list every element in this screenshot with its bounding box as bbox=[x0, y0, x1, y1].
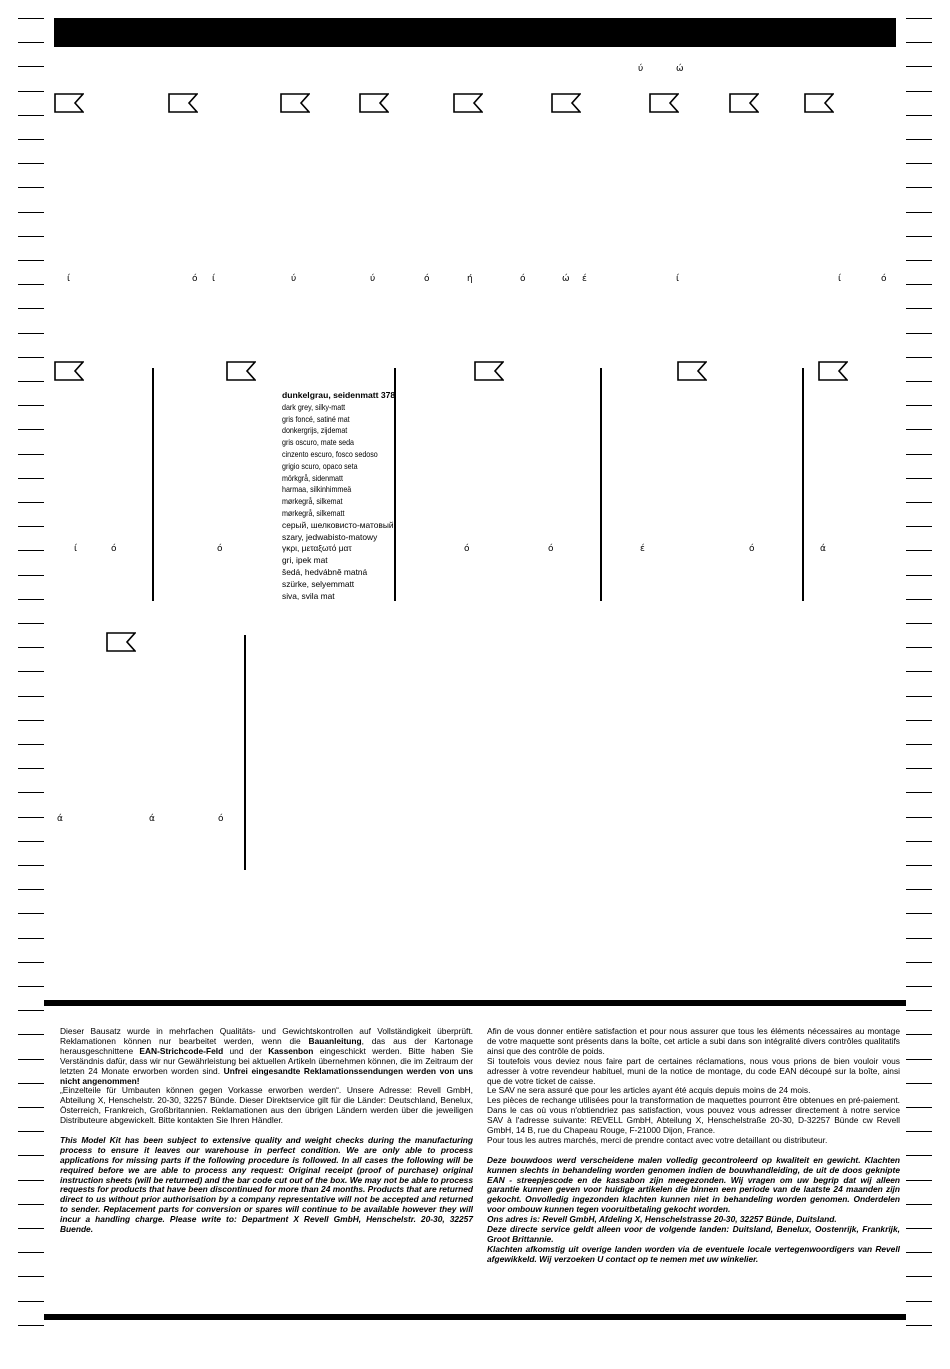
crop-mark bbox=[906, 1204, 932, 1205]
accent-glyph: ά bbox=[57, 814, 63, 824]
crop-mark bbox=[906, 526, 932, 527]
crop-mark bbox=[906, 405, 932, 406]
crop-mark bbox=[18, 1228, 44, 1229]
crop-mark bbox=[18, 139, 44, 140]
column-divider bbox=[152, 368, 154, 601]
crop-mark bbox=[906, 889, 932, 890]
crop-mark bbox=[906, 720, 932, 721]
crop-mark bbox=[906, 865, 932, 866]
info-bottom-rule bbox=[44, 1314, 906, 1320]
color-entry: mørkegrå, silkemat bbox=[282, 496, 343, 507]
accent-glyph: ά bbox=[149, 814, 155, 824]
column-divider bbox=[802, 368, 804, 601]
crop-mark bbox=[18, 1180, 44, 1181]
crop-mark bbox=[906, 696, 932, 697]
crop-mark bbox=[906, 575, 932, 576]
accent-glyph: ί bbox=[676, 274, 680, 284]
crop-mark bbox=[906, 502, 932, 503]
flag-icon bbox=[280, 93, 310, 113]
crop-mark bbox=[18, 212, 44, 213]
crop-mark bbox=[906, 744, 932, 745]
crop-mark bbox=[18, 115, 44, 116]
info-nl-paragraph: Klachten afkomstig uit overige landen worden via de eventuele locale vertegenwoordigers van Revell afgewikkeld. Wij verzoeken U contact op te nemen met uw winkelier. bbox=[487, 1243, 900, 1264]
crop-mark bbox=[18, 1083, 44, 1084]
crop-mark bbox=[906, 671, 932, 672]
crop-mark bbox=[906, 115, 932, 116]
crop-mark bbox=[18, 236, 44, 237]
color-entry: donkergrijs, zijdemat bbox=[282, 425, 348, 436]
crop-mark bbox=[906, 550, 932, 551]
crop-mark bbox=[18, 792, 44, 793]
crop-mark bbox=[906, 1034, 932, 1035]
crop-mark bbox=[18, 1034, 44, 1035]
crop-mark bbox=[18, 817, 44, 818]
color-entry: dark grey, silky-matt bbox=[282, 401, 346, 412]
accent-glyph: ύ bbox=[638, 64, 644, 74]
header-band bbox=[54, 18, 896, 47]
flag-icon bbox=[474, 361, 504, 381]
crop-mark bbox=[906, 308, 932, 309]
flag-icon bbox=[168, 93, 198, 113]
crop-mark bbox=[18, 357, 44, 358]
crop-mark bbox=[906, 986, 932, 987]
info-de-paragraph-1: Dieser Bausatz wurde in mehrfachen Qualitäts- und Gewichtskontrollen auf Vollständigkeit überprüft. Reklamationen können nur bearbeitet werden, wenn die Bauanleitung, das aus der Kartonage herausgeschnittene EAN-Strichcode-Feld und der Kassenbon eingeschickt werden. Bitte haben Sie Verständnis dafür, dass wir nur Gewährleistung bei aktuellen Artikeln übernehmen können, die im Zeitraum der letzten 24 Monate erworben worden sind. Unfrei eingesandte Reklamationssendungen werden von uns nicht angenommen! bbox=[60, 1026, 473, 1086]
crop-mark bbox=[906, 18, 932, 19]
crop-mark bbox=[906, 187, 932, 188]
accent-glyph: ώ bbox=[562, 274, 570, 284]
crop-mark bbox=[906, 139, 932, 140]
crop-mark bbox=[906, 623, 932, 624]
right-crop-marks bbox=[906, 0, 932, 1369]
flag-icon bbox=[453, 93, 483, 113]
accent-glyph: ό bbox=[520, 274, 526, 284]
crop-mark bbox=[906, 42, 932, 43]
accent-glyph: ή bbox=[467, 274, 473, 284]
crop-mark bbox=[18, 575, 44, 576]
crop-mark bbox=[906, 1083, 932, 1084]
crop-mark bbox=[906, 357, 932, 358]
info-en-paragraph: This Model Kit has been subject to extensive quality and weight checks during the manufacturing process to ensure it leaves our warehouse in perfect condition. We are only able to process applications for missing parts if the following procedure is followed. In all cases the following will be required before we are able to process any request: Original receipt (proof of purchase) original instruction sheets (will be returned) and the bar code cut out of the box. We may not be able to process requests for products that have been discontinued for more than 24 months. Products that are returned direct to us without prior authorisation by a company representative will not be accepted and returned to sender. Replacement parts for conversion or spares will continue to be available however they will incur a handling charge. Please write to: Department X Revell GmbH, Henschelstr. 20-30, 32257 Buende. bbox=[60, 1134, 473, 1235]
flag-icon bbox=[226, 361, 256, 381]
crop-mark bbox=[906, 333, 932, 334]
crop-mark bbox=[18, 647, 44, 648]
info-column-left bbox=[60, 1027, 473, 1235]
accent-glyph: ό bbox=[548, 544, 554, 554]
crop-mark bbox=[18, 381, 44, 382]
flag-icon bbox=[54, 361, 84, 381]
crop-mark bbox=[18, 284, 44, 285]
accent-glyph: έ bbox=[640, 544, 645, 554]
flag-icon bbox=[551, 93, 581, 113]
info-column-right bbox=[487, 1027, 900, 1265]
crop-mark bbox=[18, 18, 44, 19]
accent-glyph: έ bbox=[582, 274, 587, 284]
crop-mark bbox=[18, 841, 44, 842]
crop-mark bbox=[906, 1180, 932, 1181]
crop-mark bbox=[906, 817, 932, 818]
crop-mark bbox=[906, 260, 932, 261]
color-entry: gris oscuro, mate seda bbox=[282, 437, 355, 448]
crop-mark bbox=[906, 1325, 932, 1326]
crop-mark bbox=[906, 381, 932, 382]
crop-mark bbox=[18, 744, 44, 745]
info-nl-paragraph: Ons adres is: Revell GmbH, Afdeling X, Henschelstrasse 20-30, 32257 Bünde, Duitsland. bbox=[487, 1214, 837, 1225]
crop-mark bbox=[906, 1252, 932, 1253]
crop-mark bbox=[18, 1252, 44, 1253]
accent-glyph: ί bbox=[67, 274, 71, 284]
color-entry: mørkegrå, silkematt bbox=[282, 507, 345, 518]
accent-glyph: ύ bbox=[291, 274, 297, 284]
crop-mark bbox=[18, 526, 44, 527]
crop-mark bbox=[906, 212, 932, 213]
color-entry: szary, jedwabisto-matowy bbox=[282, 531, 378, 542]
flag-icon bbox=[54, 93, 84, 113]
flag-icon bbox=[106, 632, 136, 652]
accent-glyph: ύ bbox=[370, 274, 376, 284]
crop-mark bbox=[18, 599, 44, 600]
crop-mark bbox=[18, 1010, 44, 1011]
crop-mark bbox=[18, 42, 44, 43]
crop-mark bbox=[18, 696, 44, 697]
color-entry: gris foncé, satiné mat bbox=[282, 413, 350, 424]
crop-mark bbox=[906, 841, 932, 842]
crop-mark bbox=[18, 768, 44, 769]
crop-mark bbox=[906, 792, 932, 793]
crop-mark bbox=[18, 187, 44, 188]
crop-mark bbox=[18, 1276, 44, 1277]
color-entry: harmaa, silkinhimmeä bbox=[282, 484, 352, 495]
crop-mark bbox=[18, 1155, 44, 1156]
crop-mark bbox=[906, 962, 932, 963]
crop-mark bbox=[906, 1059, 932, 1060]
accent-glyph: ό bbox=[218, 814, 224, 824]
crop-mark bbox=[18, 163, 44, 164]
crop-mark bbox=[906, 1131, 932, 1132]
info-fr-paragraph: Pour tous les autres marchés, merci de prendre contact avec votre detaillant ou distributeur. bbox=[487, 1134, 828, 1145]
column-divider bbox=[244, 635, 246, 870]
accent-glyph: ό bbox=[192, 274, 198, 284]
accent-glyph: ό bbox=[749, 544, 755, 554]
color-entry: gri, ipek mat bbox=[282, 555, 328, 566]
accent-glyph: ό bbox=[881, 274, 887, 284]
info-nl-paragraph: Deze bouwdoos werd verscheidene malen volledig gecontroleerd op kwaliteit en gewicht. Klachten kunnen slechts in behandeling worden genomen indien de bouwhandleiding, de uit de doos geknipte EAN - streepjescode en de kassabon zijn meegezonden. Wij vragen om uw begrip dat wij alleen garantie kunnen geven voor huidige artikelen die binnen een periode van de laatste 24 maanden zijn gekocht. Onvolledig ingezonden klachten kunnen niet in behandeling worden genomen. Onderdelen voor ombouw kunnen tegen vooruitbetaling gekocht worden. bbox=[487, 1154, 900, 1215]
flag-icon bbox=[677, 361, 707, 381]
info-nl-paragraph: Deze directe service geldt alleen voor de volgende landen: Duitsland, Benelux, Oostenrijk, Frankrijk, Groot Brittannie. bbox=[487, 1224, 900, 1245]
crop-mark bbox=[18, 671, 44, 672]
crop-mark bbox=[906, 454, 932, 455]
crop-mark bbox=[906, 938, 932, 939]
info-de-paragraph-2: „Einzelteile für Umbauten können gegen Vorkasse erworben werden“. Unsere Adresse: Revell GmbH, Abteilung X, Henschelstr. 20-30, 32257 Bünde. Dieser Direktservice gilt für die Länder: Deutschland, Benelux, Österreich, Frankreich, Großbritannien. Reklamationen aus den übrigen Ländern werden über die jeweiligen Distributeure abgewickelt. Bitte kontakten Sie Ihren Händler. bbox=[60, 1085, 473, 1126]
crop-mark bbox=[18, 623, 44, 624]
color-entry: γκρι, μεταξωτό ματ bbox=[282, 543, 352, 554]
accent-glyph: ά bbox=[820, 544, 826, 554]
accent-glyph: ό bbox=[424, 274, 430, 284]
crop-mark bbox=[906, 478, 932, 479]
info-fr-paragraph: Les pièces de rechange utilisées pour la transformation de maquettes pourront être obtenues en pré-paiement. Dans le cas où vous n'obtiendriez pas satisfaction, vous pouvez vous adresser directement à notre service SAV à l'adresse suivante: REVELL GmbH, Abteilung X, Henschelstraße 20-30, D-32257 Bünde cw Revell GmbH, 14 B, rue du Chapeau Rouge, F-21000 Dijon, France. bbox=[487, 1095, 900, 1136]
info-top-rule bbox=[44, 1000, 906, 1006]
info-fr-paragraph: Le SAV ne sera assuré que pour les articles ayant été acquis depuis moins de 24 mois. bbox=[487, 1085, 811, 1096]
crop-mark bbox=[18, 260, 44, 261]
crop-mark bbox=[906, 163, 932, 164]
crop-mark bbox=[18, 91, 44, 92]
crop-mark bbox=[18, 1131, 44, 1132]
crop-mark bbox=[18, 66, 44, 67]
crop-mark bbox=[18, 308, 44, 309]
color-entry: šedá, hedvábně matná bbox=[282, 566, 368, 577]
crop-mark bbox=[18, 962, 44, 963]
flag-icon bbox=[649, 93, 679, 113]
color-name-list bbox=[282, 390, 395, 602]
crop-mark bbox=[906, 236, 932, 237]
crop-mark bbox=[906, 1107, 932, 1108]
accent-glyph: ό bbox=[464, 544, 470, 554]
info-fr-paragraph: Si toutefois vous deviez nous faire part de certaines réclamations, nous vous prions de bien vouloir vous adresser à votre revendeur habituel, muni de la notice de montage, du code EAN découpé sur la boîte, ainsi que de votre ticket de caisse. bbox=[487, 1055, 900, 1086]
crop-mark bbox=[18, 1301, 44, 1302]
accent-glyph: ί bbox=[74, 544, 78, 554]
column-divider bbox=[600, 368, 602, 601]
crop-mark bbox=[18, 986, 44, 987]
crop-mark bbox=[906, 1155, 932, 1156]
crop-mark bbox=[906, 599, 932, 600]
crop-mark bbox=[906, 91, 932, 92]
accent-glyph: ό bbox=[111, 544, 117, 554]
crop-mark bbox=[906, 768, 932, 769]
crop-mark bbox=[18, 550, 44, 551]
crop-mark bbox=[18, 333, 44, 334]
color-entry: cinzento escuro, fosco sedoso bbox=[282, 448, 378, 459]
color-entry: серый, шелковисто-матовый bbox=[282, 519, 394, 530]
crop-mark bbox=[18, 405, 44, 406]
accent-glyph: ί bbox=[212, 274, 216, 284]
crop-mark bbox=[18, 913, 44, 914]
crop-mark bbox=[906, 913, 932, 914]
crop-mark bbox=[18, 454, 44, 455]
crop-mark bbox=[18, 1204, 44, 1205]
flag-icon bbox=[729, 93, 759, 113]
color-entry: szürke, selyemmatt bbox=[282, 578, 355, 589]
crop-mark bbox=[906, 1301, 932, 1302]
flag-icon bbox=[818, 361, 848, 381]
color-title: dunkelgrau, seidenmatt 378 bbox=[282, 390, 396, 400]
color-entry: mörkgrå, sidenmatt bbox=[282, 472, 343, 483]
crop-mark bbox=[18, 889, 44, 890]
left-crop-marks bbox=[18, 0, 44, 1369]
accent-glyph: ί bbox=[838, 274, 842, 284]
crop-mark bbox=[18, 429, 44, 430]
color-entry: siva, svila mat bbox=[282, 590, 335, 601]
crop-mark bbox=[906, 284, 932, 285]
accent-glyph: ό bbox=[217, 544, 223, 554]
crop-mark bbox=[18, 720, 44, 721]
crop-mark bbox=[906, 1276, 932, 1277]
crop-mark bbox=[906, 66, 932, 67]
color-entry: grigio scuro, opaco seta bbox=[282, 460, 358, 471]
crop-mark bbox=[18, 1325, 44, 1326]
crop-mark bbox=[906, 1228, 932, 1229]
crop-mark bbox=[18, 865, 44, 866]
crop-mark bbox=[18, 1107, 44, 1108]
flag-icon bbox=[359, 93, 389, 113]
info-fr-paragraph: Afin de vous donner entière satisfaction et pour nous assurer que tous les éléments nécessaires au montage de votre maquette sont présents dans la boîte, cet article a subi dans son intégralité divers contrôles qualitatifs ainsi que des contrôle de poids. bbox=[487, 1026, 900, 1056]
crop-mark bbox=[906, 1010, 932, 1011]
crop-mark bbox=[906, 647, 932, 648]
crop-mark bbox=[18, 1059, 44, 1060]
crop-mark bbox=[18, 502, 44, 503]
crop-mark bbox=[18, 478, 44, 479]
crop-mark bbox=[18, 938, 44, 939]
crop-mark bbox=[906, 429, 932, 430]
flag-icon bbox=[804, 93, 834, 113]
accent-glyph: ώ bbox=[676, 64, 684, 74]
